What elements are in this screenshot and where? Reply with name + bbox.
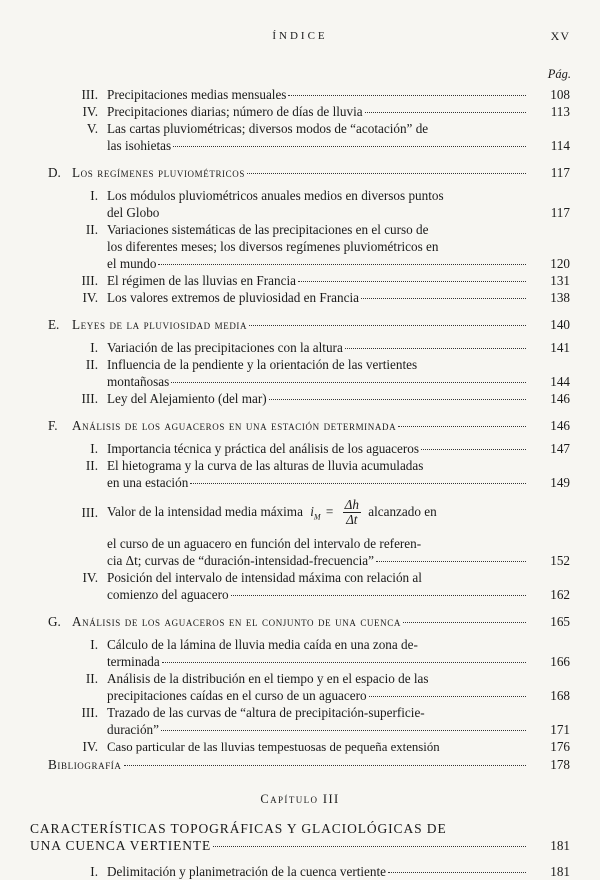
section-letter: G.	[48, 613, 61, 629]
entry-title: Los valores extremos de pluviosidad en Francia	[107, 290, 359, 305]
dot-leader	[161, 730, 526, 731]
dot-leader	[421, 449, 526, 450]
toc-entry	[0, 272, 600, 289]
toc-entry	[0, 569, 600, 603]
entry-page: 165	[550, 613, 570, 629]
entry-page: 176	[550, 738, 570, 754]
dot-leader	[161, 213, 526, 214]
entry-page: 138	[550, 290, 570, 305]
dot-leader	[171, 382, 526, 383]
toc-section-heading	[0, 316, 600, 333]
entry-title-cont: montañosas	[107, 374, 170, 389]
dot-leader	[361, 298, 526, 299]
dot-leader	[398, 426, 526, 427]
entry-title-cont: duración”	[107, 721, 159, 737]
section-title: Análisis de los aguaceros en una estación determinada	[72, 418, 397, 433]
entry-page: 146	[550, 391, 570, 406]
section-letter: F.	[48, 418, 58, 433]
toc-section-heading	[0, 613, 600, 630]
entry-title: Ley del Alejamiento (del mar)	[107, 391, 267, 406]
toc-entry	[0, 103, 600, 120]
toc-entry-bibliography	[0, 756, 600, 773]
entry-page: 171	[550, 721, 570, 737]
entry-page: 117	[550, 165, 570, 180]
entry-title-cont: comienzo del aguacero	[107, 586, 229, 602]
entry-title-cont: las isohietas	[107, 138, 172, 153]
entry-page: 152	[550, 552, 570, 568]
dot-leader	[213, 846, 526, 847]
dot-leader	[173, 146, 526, 147]
toc-entry	[0, 440, 600, 457]
toc-entry	[0, 636, 600, 670]
entry-page: 149	[550, 475, 570, 490]
section-letter: D.	[48, 165, 61, 180]
section-title: Leyes de la pluviosidad media	[72, 317, 248, 332]
entry-title: El hietograma y la curva de las alturas de lluvia acumuladas	[107, 458, 424, 473]
dot-leader	[369, 696, 526, 697]
entry-page: 120	[550, 256, 570, 271]
toc-entry	[0, 457, 600, 491]
dot-leader	[124, 765, 527, 766]
entry-number: II.	[85, 458, 98, 473]
section-title: Los regímenes pluviométricos	[72, 165, 245, 180]
formula-denominator: Δt	[346, 512, 358, 528]
entry-title: Delimitación y planimetración de la cuenca vertiente	[107, 863, 387, 879]
formula-fraction	[343, 498, 361, 527]
dot-leader	[158, 264, 526, 265]
table-of-contents	[0, 86, 600, 880]
dot-leader	[388, 872, 526, 873]
entry-page: 144	[550, 374, 570, 389]
dot-leader	[231, 595, 526, 596]
entry-number: III.	[81, 87, 98, 102]
dot-leader	[288, 95, 526, 96]
toc-entry	[0, 339, 600, 356]
entry-title-cont: cia Δt; curvas de “duración-intensidad-frecuencia”	[107, 552, 374, 568]
entry-title: Posición del intervalo de intensidad máxima con relación al	[107, 569, 422, 585]
bibliography-title: Bibliografía	[48, 756, 122, 772]
entry-number: III.	[81, 391, 98, 406]
entry-number: I.	[90, 188, 98, 203]
toc-section-heading	[0, 417, 600, 434]
section-letter: E.	[48, 317, 60, 332]
entry-number: II.	[85, 222, 98, 237]
chapter-title-cont: UNA CUENCA VERTIENTE	[30, 837, 212, 853]
toc-entry	[0, 704, 600, 738]
entry-number: I.	[90, 441, 98, 456]
entry-page: 117	[550, 205, 570, 220]
toc-entry	[0, 120, 600, 154]
entry-page: 162	[550, 586, 570, 602]
dot-leader	[365, 112, 526, 113]
entry-page: 181	[550, 837, 570, 853]
entry-title-cont: el curso de un aguacero en función del intervalo de referen-	[107, 535, 422, 551]
entry-page: 140	[550, 317, 570, 332]
entry-page: 113	[550, 104, 570, 119]
dot-leader	[190, 483, 526, 484]
entry-number: IV.	[82, 104, 98, 119]
entry-title: Trazado de las curvas de “altura de precipitación-superficie-	[107, 704, 425, 720]
entry-title: Análisis de la distribución en el tiempo y en el espacio de las	[107, 670, 429, 686]
dot-leader	[269, 399, 526, 400]
entry-title: Variaciones sistemáticas de las precipitaciones en el curso de	[107, 222, 429, 237]
entry-title: Precipitaciones medias mensuales	[107, 87, 287, 102]
toc-entry	[0, 289, 600, 306]
dot-leader	[345, 348, 526, 349]
entry-page: 147	[550, 441, 570, 456]
entry-page: 141	[550, 340, 570, 355]
toc-section-heading	[0, 164, 600, 181]
formula-subscript: M	[313, 512, 321, 522]
page-number: XV	[550, 29, 570, 43]
chapter-heading: Capítulo III	[260, 791, 340, 806]
entry-number: IV.	[82, 738, 98, 754]
entry-page: 131	[550, 273, 570, 288]
toc-entry	[0, 221, 600, 272]
entry-title: Cálculo de la lámina de lluvia media caída en una zona de-	[107, 636, 418, 652]
entry-number: I.	[90, 340, 98, 355]
entry-number: IV.	[82, 290, 98, 305]
entry-page: 146	[550, 418, 570, 433]
dot-leader	[247, 173, 526, 174]
toc-entry	[0, 670, 600, 704]
toc-entry	[0, 863, 600, 880]
entry-number: III.	[81, 505, 98, 520]
toc-entry	[0, 187, 600, 221]
formula-numerator: Δh	[344, 497, 359, 513]
entry-title-cont: en una estación	[107, 475, 189, 490]
section-title: Análisis de los aguaceros en el conjunto de una cuenca	[72, 613, 401, 629]
dot-leader	[249, 325, 526, 326]
entry-title: Importancia técnica y práctica del análisis de los aguaceros	[107, 441, 419, 456]
entry-title: Los módulos pluviométricos anuales medios en diversos puntos	[107, 188, 444, 203]
entry-number: III.	[81, 704, 98, 720]
entry-page: 168	[550, 687, 570, 703]
entry-number: III.	[81, 273, 98, 288]
entry-title-cont: los diferentes meses; los diversos regímenes pluviométricos en	[107, 239, 439, 254]
entry-title: Precipitaciones diarias; número de días de lluvia	[107, 104, 363, 119]
toc-entry	[0, 738, 600, 756]
entry-title-cont: el mundo	[107, 256, 157, 271]
dot-leader	[403, 622, 526, 623]
dot-leader	[298, 281, 526, 282]
entry-title: El régimen de las lluvias en Francia	[107, 273, 296, 288]
formula-equals: =	[325, 504, 334, 519]
toc-entry	[0, 356, 600, 390]
entry-number: V.	[86, 121, 98, 136]
entry-page: 114	[550, 138, 570, 153]
entry-page: 166	[550, 653, 570, 669]
entry-title: Influencia de la pendiente y la orientación de las vertientes	[107, 357, 418, 372]
entry-page: 178	[550, 756, 570, 772]
chapter-title: CARACTERÍSTICAS TOPOGRÁFICAS Y GLACIOLÓGICAS DE	[30, 820, 447, 836]
toc-entry	[0, 86, 600, 103]
dot-leader	[376, 561, 526, 562]
entry-page: 108	[550, 87, 570, 102]
entry-title-cont: terminada	[107, 653, 160, 669]
entry-title-cont: del Globo	[107, 205, 160, 220]
entry-title: Caso particular de las lluvias tempestuosas de pequeña extensión	[107, 739, 440, 754]
entry-title: Valor de la intensidad media máxima	[107, 504, 303, 519]
formula-variable: i	[310, 504, 314, 519]
running-head: ÍNDICE	[272, 30, 328, 42]
entry-number: IV.	[82, 569, 98, 585]
entry-title: Variación de las precipitaciones con la altura	[107, 340, 343, 355]
entry-number: I.	[90, 863, 98, 879]
entry-number: II.	[85, 357, 98, 372]
entry-page: 181	[550, 863, 570, 879]
toc-entry	[0, 390, 600, 407]
entry-number: II.	[85, 670, 98, 686]
entry-number: I.	[90, 636, 98, 652]
dot-leader	[162, 662, 526, 663]
page-column-label: Pág.	[547, 67, 571, 81]
entry-title: Las cartas pluviométricas; diversos modos de “acotación” de	[107, 121, 429, 136]
toc-entry	[0, 495, 600, 569]
entry-title-cont: precipitaciones caídas en el curso de un aguacero	[107, 687, 367, 703]
entry-title-cont: alcanzado en	[368, 504, 437, 519]
